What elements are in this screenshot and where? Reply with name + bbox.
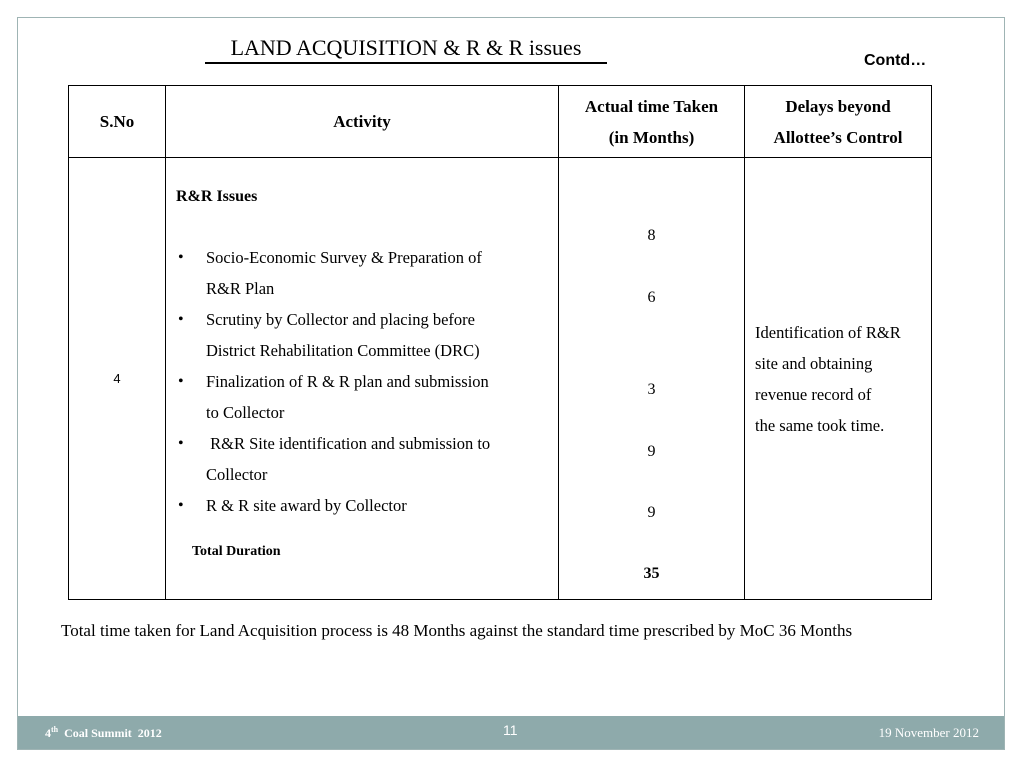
header-actual-time-line1: Actual time Taken bbox=[584, 96, 719, 116]
total-duration-label: Total Duration bbox=[192, 544, 281, 559]
delay-text-line: revenue record of bbox=[755, 384, 872, 404]
list-item-line1: Socio-Economic Survey & Preparation of bbox=[206, 248, 482, 267]
time-value: 9 bbox=[647, 504, 656, 521]
cell-activity bbox=[166, 158, 559, 600]
footer-event-suffix: th bbox=[51, 725, 59, 734]
list-item bbox=[176, 366, 548, 428]
bullet-icon: • bbox=[178, 311, 184, 328]
header-delays-line1: Delays beyond bbox=[785, 96, 891, 116]
delay-text-line: the same took time. bbox=[755, 415, 885, 435]
continued-label: Contd… bbox=[864, 52, 927, 69]
time-value: 9 bbox=[647, 443, 656, 460]
header-delays-line2: Allottee’s Control bbox=[773, 127, 903, 147]
time-value: 8 bbox=[647, 227, 656, 244]
activity-list bbox=[176, 242, 548, 521]
header-actual-time-line2: (in Months) bbox=[608, 127, 695, 147]
bullet-icon: • bbox=[178, 373, 184, 390]
activity-table bbox=[68, 85, 932, 600]
page-number: 11 bbox=[503, 722, 518, 738]
list-item-line2: District Rehabilitation Committee (DRC) bbox=[206, 341, 480, 360]
list-item-line2: R&R Plan bbox=[206, 279, 275, 298]
list-item-line1: R & R site award by Collector bbox=[206, 496, 407, 515]
bullet-icon: • bbox=[178, 249, 184, 266]
delay-text-line: site and obtaining bbox=[755, 353, 873, 373]
total-duration-value: 35 bbox=[643, 565, 660, 582]
footer-date: 19 November 2012 bbox=[878, 725, 979, 740]
list-item-line2: to Collector bbox=[206, 403, 285, 422]
rr-issues-heading: R&R Issues bbox=[176, 188, 258, 205]
bullet-icon: • bbox=[178, 497, 184, 514]
header-actual-time bbox=[559, 86, 745, 158]
footer-bar bbox=[18, 716, 1004, 749]
footer-event bbox=[45, 725, 162, 741]
time-value: 6 bbox=[647, 289, 656, 306]
header-activity: Activity bbox=[166, 86, 559, 158]
list-item bbox=[176, 242, 548, 304]
list-item-line1: Finalization of R & R plan and submission bbox=[206, 372, 489, 391]
list-item-line1: R&R Site identification and submission to bbox=[206, 434, 491, 453]
time-value: 3 bbox=[647, 381, 656, 398]
list-item bbox=[176, 304, 548, 366]
list-item-line1: Scrutiny by Collector and placing before bbox=[206, 310, 475, 329]
header-delays bbox=[745, 86, 932, 158]
summary-text: Total time taken for Land Acquisition process is 48 Months against the standard time prescribed by MoC 36 Months bbox=[61, 621, 853, 640]
footer-event-number: 4 bbox=[45, 726, 51, 740]
cell-sno: 4 bbox=[69, 158, 166, 600]
cell-delays bbox=[745, 158, 932, 600]
list-item bbox=[176, 490, 548, 521]
table-row bbox=[69, 158, 932, 600]
footer-event-name: Coal Summit 2012 bbox=[58, 726, 162, 740]
list-item bbox=[176, 428, 548, 490]
table-header-row bbox=[69, 86, 932, 158]
cell-actual-time bbox=[559, 158, 745, 600]
bullet-icon: • bbox=[178, 435, 184, 452]
delay-text-line: Identification of R&R bbox=[755, 322, 901, 342]
header-sno: S.No bbox=[69, 86, 166, 158]
list-item-line2: Collector bbox=[206, 465, 268, 484]
slide-title: LAND ACQUISITION & R & R issues bbox=[205, 34, 607, 64]
